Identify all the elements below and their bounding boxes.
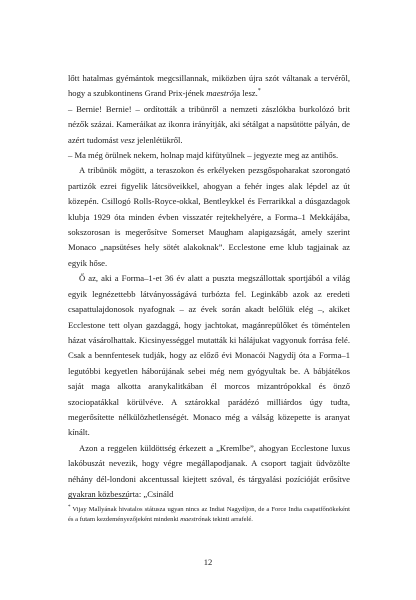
page-number: 12 [203,557,213,567]
footnote-separator [68,498,128,499]
text-run: nak tekinti arrafelé. [201,516,253,523]
text-run: Ő az, aki a Forma–1-et 36 év alatt a puszta megszállottak sportjából a világ egyik legnézettebb látványosságává turbózta fel. Leginkább azok az eredeti csapattulajdonosok nyafognak – az évek során akadt belőlük elég –, akiket Ecclestone tett olyan gazdaggá, hogy jachtokat, magánrepülőket és töméntelen házat vásárolhattak. Kicsinyességgel mutatták ki hálájukat vagyonuk forrása felé. Csak a bennfentesek tudják, hogy az előző évi Monacói Nagydíj óta a Forma–1 legutóbbi kegyetlen háborújának sebei még nem gyógyultak be. A bábjátékos saját maga alkotta aranykalitkában él morcos mizantrópokkal és önző szociopatákkal körülvéve. A sztárokkal parádézó milliárdos úgy tudta, megerősítette nélkülözhetlenségét. Monaco még a válság közepette is aranyat kínált. [68,273,350,438]
paragraph [68,71,350,102]
paragraph [68,441,350,503]
text-run: – Bernie! Bernie! – ordították a tribünről a nemzeti zászlókba burkolózó brit nézők százai. Kameráikat az ikonra irányítják, aki sétálgat a napsütötte pályán, de azért tudomást [68,103,350,145]
paragraph [68,271,350,440]
footnote [68,505,350,525]
paragraph [68,102,350,148]
footnote-reference: * [257,88,261,95]
footnote-mark: * [68,504,71,510]
text-run: ja lesz. [233,88,258,99]
italic-text: maestró [206,88,234,99]
text-run: Azon a reggelen küldöttség érkezett a „Kremlbe”, ahogyan Ecclestone luxus lakóbuszát nevezik, hogy végre megállapodjanak. A csoport tagjait üdvözölte néhány dél-londoni akcentussal kiejtett szóval, és tárgyalási pozícióját erősítve gyakran közbeszúrta: „Csináld [68,442,350,499]
text-run: A tribünök mögött, a teraszokon és erkélyeken pezsgőspoharakat szorongató partizók ezrei figyelik látcsöveikkel, ahogyan a fehér inges alak lépdel az út közepén. Csillogó Rolls-Royce-okkal, Bentleykkel és Ferrarikkal a dúsgazdagok klubja 1929 óta minden évben visszatér rejtekhelyére, a Forma–1 Mekkájába, sokszorosan is megerősítve Somerset Maugham alapigazságát, amely szerint Monaco „napsütéses hely sötét alakoknak”. Ecclestone eme klub tagjainak az egyik hőse. [68,165,350,268]
italic-text: maestró [180,516,202,523]
italic-text: vesz [120,134,135,145]
paragraph [68,148,350,163]
paragraph [68,163,350,271]
text-run: lőtt hatalmas gyémántok megcsillannak, miközben újra szót váltanak a tervérõl, hogy a szubkontinens Grand Prix-jének [68,73,350,99]
body-text [68,71,350,502]
text-run: Vijay Mallyának hivatalos státusza ugyan nincs az Indiai Nagydíjon, de a Force India csapatfőnökeként és a futam kezdeményezőjeként mindenki [68,506,350,523]
text-run: jelenlétükről. [134,134,183,145]
text-run: – Ma még örülnek nekem, holnap majd kifütyülnek – jegyezte meg az antihős. [68,150,339,161]
